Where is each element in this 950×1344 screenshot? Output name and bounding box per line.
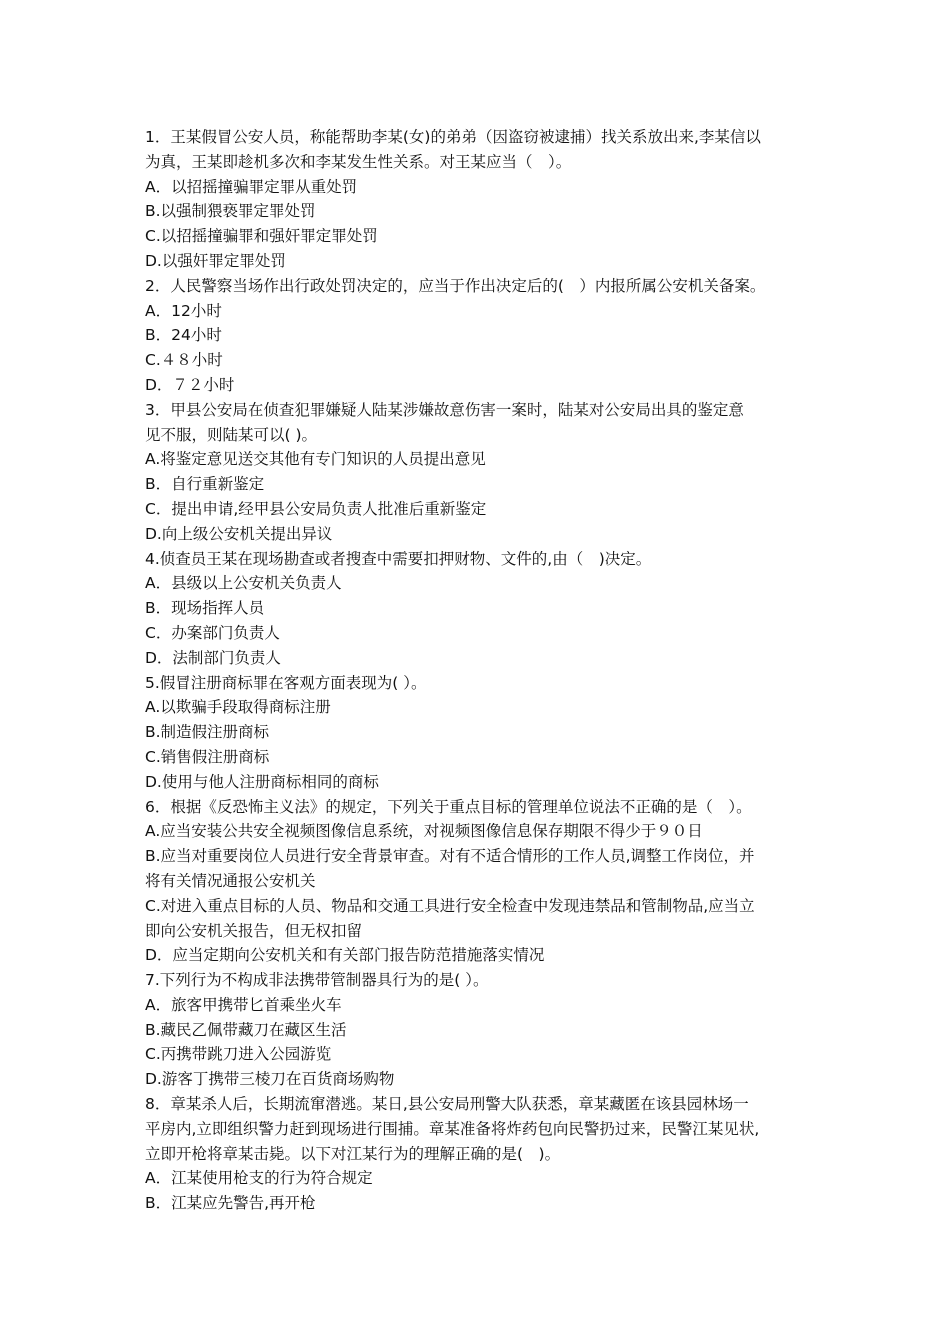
q1-stem-line-1: 1．王某假冒公安人员，称能帮助李某(女)的弟弟（因盗窃被逮捕）找关系放出来,李某信以 xyxy=(145,128,761,146)
q6-option-d: D．应当定期向公安机关和有关部门报告防范措施落实情况 xyxy=(145,946,545,965)
q5-stem: 5.假冒注册商标罪在客观方面表现为( ）。 xyxy=(145,673,427,692)
q8-stem-line-3: 立即开枪将章某击毙。以下对江某行为的理解正确的是( )。 xyxy=(145,1144,561,1163)
q5-option-a: A.以欺骗手段取得商标注册 xyxy=(145,698,331,717)
q3-option-b: B．自行重新鉴定 xyxy=(145,475,265,494)
q6-stem: 6．根据《反恐怖主义法》的规定，下列关于重点目标的管理单位说法不正确的是（ ）。 xyxy=(145,797,752,816)
q1-option-c: C.以招摇撞骗罪和强奸罪定罪处罚 xyxy=(145,227,378,246)
q7-option-c: C.丙携带跳刀进入公园游览 xyxy=(145,1045,332,1064)
q2-option-b: B．24小时 xyxy=(145,326,222,345)
q4-option-b: B．现场指挥人员 xyxy=(145,599,265,618)
q1-option-b: B.以强制猥亵罪定罪处罚 xyxy=(145,202,316,221)
q2-option-d: D．７２小时 xyxy=(145,375,235,394)
q8-option-a: A．江某使用枪支的行为符合规定 xyxy=(145,1169,373,1188)
q6-option-b-line-2: 将有关情况通报公安机关 xyxy=(145,871,316,890)
q6-option-c-line-2: 即向公安机关报告，但无权扣留 xyxy=(145,921,363,940)
q5-option-b: B.制造假注册商标 xyxy=(145,723,270,742)
q6-option-a: A.应当安装公共安全视频图像信息系统，对视频图像信息保存期限不得少于９０日 xyxy=(145,822,703,841)
q5-option-d: D.使用与他人注册商标相同的商标 xyxy=(145,772,379,791)
q3-option-c: C．提出申请,经甲县公安局负责人批准后重新鉴定 xyxy=(145,499,487,518)
q7-option-a: A．旅客甲携带匕首乘坐火车 xyxy=(145,995,342,1014)
q2-stem: 2．人民警察当场作出行政处罚决定的，应当于作出决定后的( ）内报所属公安机关备案。 xyxy=(145,276,766,295)
q7-stem: 7.下列行为不构成非法携带管制器具行为的是( ）。 xyxy=(145,971,489,990)
q1-stem-line-2: 为真，王某即趁机多次和李某发生性关系。对王某应当（ ）。 xyxy=(145,152,572,171)
q2-option-a: A．12小时 xyxy=(145,301,222,320)
q3-stem-line-2: 见不服，则陆某可以( )。 xyxy=(145,425,318,444)
q6-option-c-line-1: C.对进入重点目标的人员、物品和交通工具进行安全检查中发现违禁品和管制物品,应当立 xyxy=(145,896,755,915)
q4-stem: 4.侦查员王某在现场勘查或者搜查中需要扣押财物、文件的,由（ )决定。 xyxy=(145,549,652,568)
q8-stem-line-1: 8．章某杀人后，长期流窜潜逃。某日,县公安局刑警大队获悉，章某藏匿在该县园林场一 xyxy=(145,1095,749,1114)
q4-option-c: C．办案部门负责人 xyxy=(145,623,280,642)
q8-stem-line-2: 平房内,立即组织警力赶到现场进行围捕。章某准备将炸药包向民警扔过来，民警江某见状, xyxy=(145,1119,760,1138)
q7-option-b: B.藏民乙佩带藏刀在藏区生活 xyxy=(145,1020,347,1039)
q3-option-d: D.向上级公安机关提出异议 xyxy=(145,524,333,543)
q4-option-d: D．法制部门负责人 xyxy=(145,648,281,667)
q8-option-b: B．江某应先警告,再开枪 xyxy=(145,1194,316,1213)
q6-option-b-line-1: B.应当对重要岗位人员进行安全背景审查。对有不适合情形的工作人员,调整工作岗位，并 xyxy=(145,847,755,866)
q7-option-d: D.游客丁携带三棱刀在百货商场购物 xyxy=(145,1070,395,1089)
q4-option-a: A．县级以上公安机关负责人 xyxy=(145,574,342,593)
q3-stem-line-1: 3．甲县公安局在侦查犯罪嫌疑人陆某涉嫌故意伤害一案时，陆某对公安局出具的鉴定意 xyxy=(145,400,744,419)
q3-option-a: A.将鉴定意见送交其他有专门知识的人员提出意见 xyxy=(145,450,486,469)
q5-option-c: C.销售假注册商标 xyxy=(145,747,270,766)
q1-option-d: D.以强奸罪定罪处罚 xyxy=(145,251,286,270)
q1-option-a: A．以招摇撞骗罪定罪从重处罚 xyxy=(145,177,358,196)
document-page xyxy=(145,125,815,1216)
q2-option-c: C.４８小时 xyxy=(145,351,223,370)
